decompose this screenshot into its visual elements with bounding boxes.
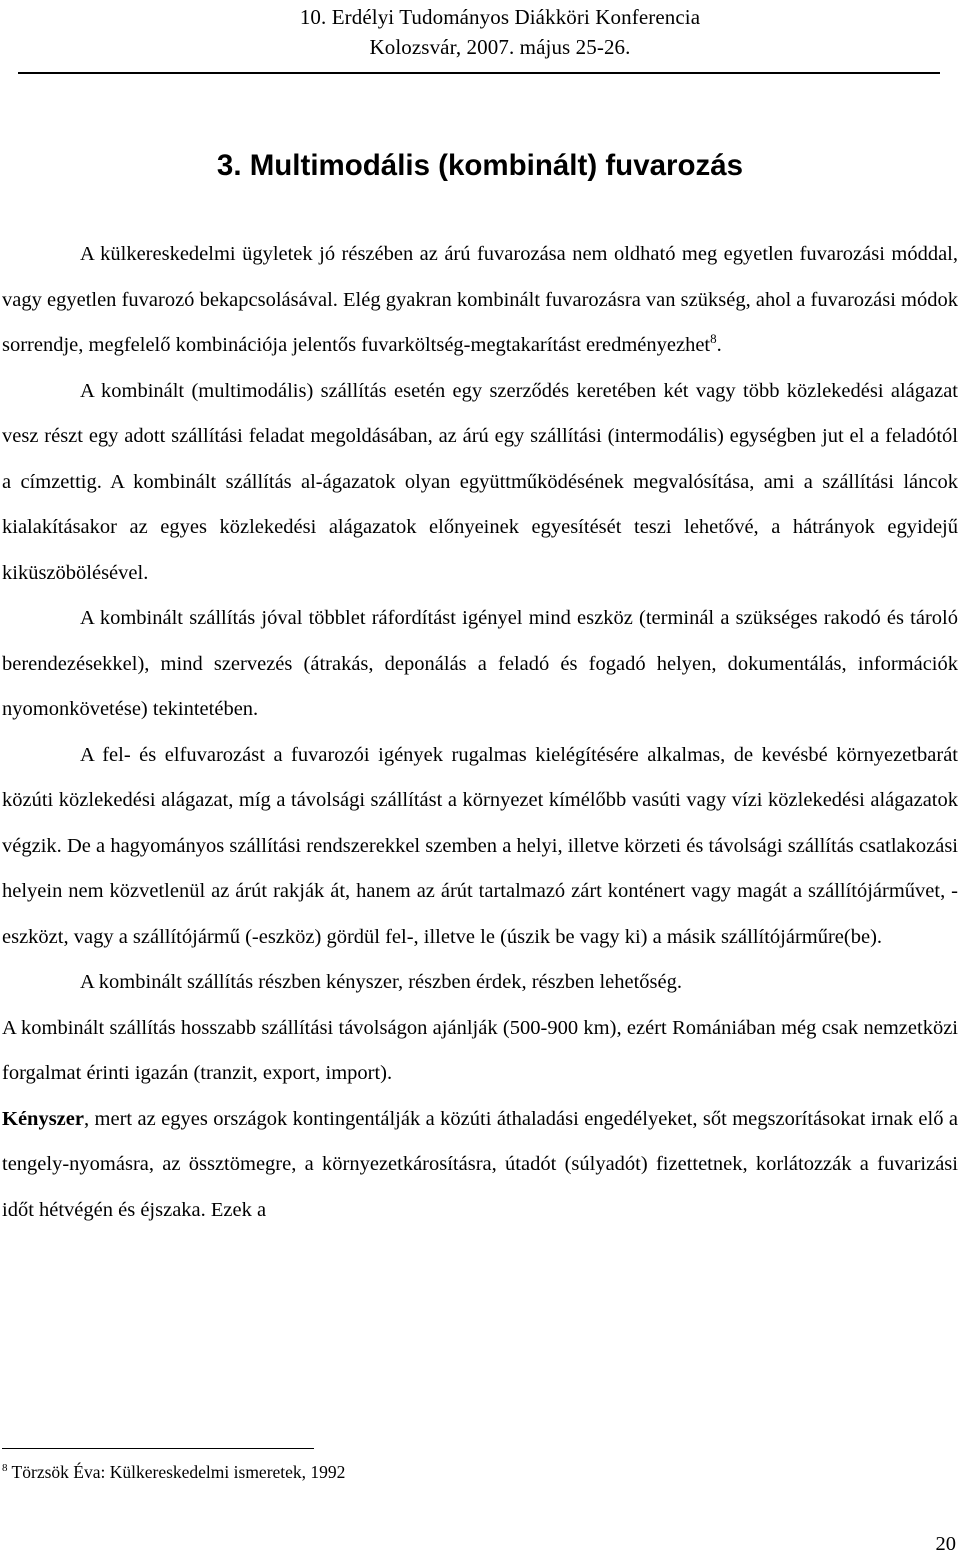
paragraph-1 bbox=[2, 232, 958, 369]
emphasis-kenyszer: Kényszer bbox=[2, 1107, 84, 1130]
footnote-text: Törzsök Éva: Külkereskedelmi ismeretek, 1992 bbox=[7, 1462, 346, 1482]
page-number: 20 bbox=[935, 1533, 956, 1555]
page-header bbox=[240, 2, 760, 62]
footnote bbox=[2, 1460, 345, 1484]
paragraph-5: A kombinált szállítás részben kényszer, részben érdek, részben lehetőség. bbox=[80, 971, 682, 993]
paragraph-2: A kombinált (multimodális) szállítás esetén egy szerződés keretében két vagy több közlekedési alágazat vesz részt egy adott szállítási feladat megoldásában, az árú egy szállítási (intermodális) egységben jut el a feladótól a címzettig. A kombinált szállítás al-ágazatok olyan együttműködésének megvalósítása, ami a szállítási láncok kialakításakor az egyes közlekedési alágazatok előnyeinek egyesítését teszi lehetővé, a hátrányok egyidejű kiküszöbölésével. bbox=[2, 379, 958, 584]
footnote-reference[interactable]: 8 bbox=[710, 331, 717, 347]
paragraph-4: A fel- és elfuvarozást a fuvarozói igények rugalmas kielégítésére alkalmas, de kevésbé környezetbarát közúti közlekedési alágazat, míg a távolsági szállítást a környezet kímélőbb vasúti vagy vízi közlekedési alágazatok végzik. De a hagyományos szállítási rendszerekkel szemben a helyi, illetve körzeti és távolsági szállítás csatlakozási helyein nem közvetlenül az árút rakják át, hanem az árút tartalmazó zárt konténert vagy magát a szállítójárművet, -eszközt, vagy a szállítójármű (-eszköz) gördül fel-, illetve le (úszik be vagy ki) a másik szállítójárműre(be). bbox=[2, 743, 958, 948]
conference-place-date: Kolozsvár, 2007. május 25-26. bbox=[369, 35, 631, 59]
body-text bbox=[2, 232, 958, 1233]
footnote-rule bbox=[2, 1448, 314, 1449]
paragraph-7-text: , mert az egyes országok kontingentálják a közúti áthaladási engedélyeket, sőt megszorításokat irnak elő a tengely-nyomásra, az össztömegre, a környezetkárosításra, útadót (súlyadót) fizettetnek, korlátozzák a fuvarizási időt hétvégén és éjszaka. Ezek a bbox=[2, 1107, 958, 1221]
header-rule bbox=[18, 72, 940, 74]
footnote-number: 8 bbox=[2, 1462, 8, 1475]
section-title: 3. Multimodális (kombinált) fuvarozás bbox=[216, 149, 744, 182]
paragraph-1-end: . bbox=[716, 334, 722, 356]
conference-name: 10. Erdélyi Tudományos Diákköri Konferencia bbox=[299, 5, 701, 29]
paragraph-6: A kombinált szállítás hosszabb szállítási távolságon ajánlják (500-900 km), ezért Romániában még csak nemzetközi forgalmat érinti igazán (tranzit, export, import). bbox=[2, 1016, 958, 1084]
paragraph-7 bbox=[2, 1097, 958, 1234]
paragraph-1-text: A külkereskedelmi ügyletek jó részében az árú fuvarozása nem oldható meg egyetlen fuvarozási móddal, vagy egyetlen fuvarozó bekapcsolásával. Elég gyakran kombinált fuvarozásra van szükség, ahol a fuvarozási módok sorrendje, megfelelő kombinációja jelentős fuvarköltség-megtakarítást eredményezhet bbox=[2, 243, 958, 356]
paragraph-3: A kombinált szállítás jóval többlet ráfordítást igényel mind eszköz (terminál a szükséges rakodó és tároló berendezésekkel), mind szervezés (átrakás, deponálás a feladó és fogadó helyen, dokumentálás, információk nyomonkövetése) tekintetében. bbox=[2, 607, 958, 720]
